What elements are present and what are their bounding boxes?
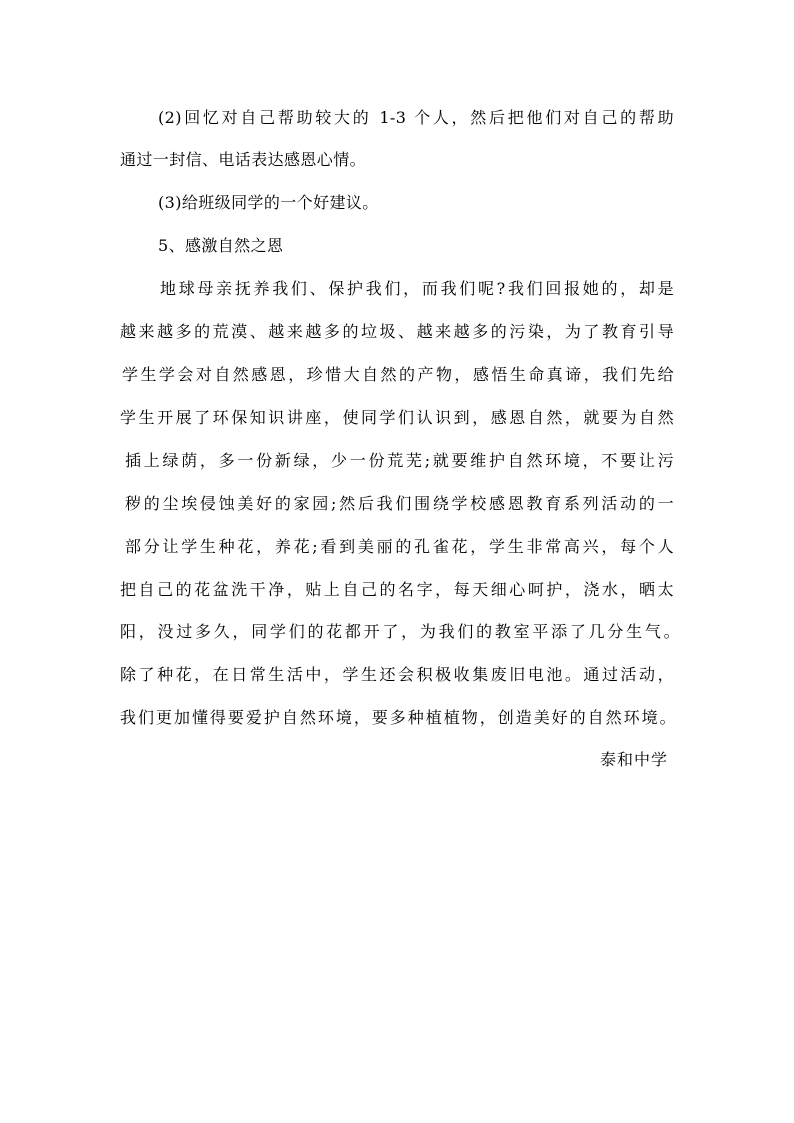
text-line-7: 学生学会对自然感恩，珍惜大自然的产物，感悟生命真谛，我们先给 [122, 365, 674, 384]
text-line-14: 除了种花，在日常生活中，学生还会积极收集废旧电池。通过活动， [120, 665, 674, 684]
text-line-3: (3)给班级同学的一个好建议。 [158, 193, 379, 212]
section-heading: 5、感激自然之恩 [158, 236, 284, 255]
text-line-12: 把自己的花盆洗干净，贴上自己的名字，每天细心呵护，浇水，晒太 [120, 580, 674, 599]
text-line-6: 越来越多的荒漠、越来越多的垃圾、越来越多的污染，为了教育引导 [120, 322, 674, 341]
text-line-10: 秽的尘埃侵蚀美好的家园;然后我们围绕学校感恩教育系列活动的一 [125, 494, 674, 513]
text-line-5: 地球母亲抚养我们、保护我们，而我们呢?我们回报她的，却是 [160, 279, 674, 298]
text-line-15: 我们更加懂得要爱护自然环境，要多种植植物，创造美好的自然环境。 [120, 708, 676, 727]
text-line-11: 部分让学生种花，养花;看到美丽的孔雀花，学生非常高兴，每个人 [125, 537, 674, 556]
text-line-8: 学生开展了环保知识讲座，使同学们认识到，感恩自然，就要为自然 [120, 408, 674, 427]
text-line-9: 插上绿荫，多一份新绿，少一份荒芜;就要维护自然环境，不要让污 [125, 451, 674, 470]
text-line-1: (2)回忆对自己帮助较大的 1-3 个人，然后把他们对自己的帮助 [158, 108, 674, 127]
signature: 泰和中学 [600, 750, 669, 769]
text-line-2: 通过一封信、电话表达感恩心情。 [120, 150, 367, 169]
text-line-13: 阳，没过多久，同学们的花都开了，为我们的教室平添了几分生气。 [120, 622, 680, 641]
